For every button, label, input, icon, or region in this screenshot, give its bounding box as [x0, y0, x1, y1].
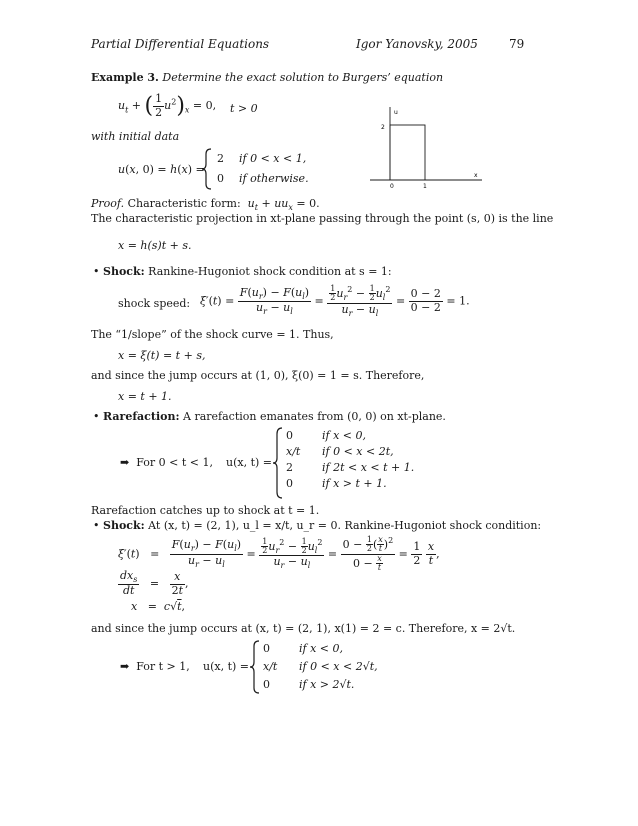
- running-header-title: Partial Differential Equations: [91, 37, 270, 51]
- initial-case-2-condition: if otherwise.: [239, 172, 309, 185]
- shock-speed-label: shock speed:: [118, 297, 191, 310]
- proof-label: Proof.: [91, 197, 125, 210]
- rarefaction-for: For 0 < t < 1,: [136, 456, 213, 469]
- final-brace: [249, 640, 261, 694]
- shock1-title: Shock:: [103, 265, 145, 278]
- final-for: For t > 1,: [136, 660, 190, 673]
- rarefaction-case: x/t if 0 < x < 2t,: [286, 445, 394, 458]
- final-case-intro: [120, 660, 190, 673]
- rarefaction-title: Rarefaction:: [103, 410, 180, 423]
- initial-case-1-condition: if 0 < x < 1,: [239, 152, 307, 165]
- burgers-equation: $u_t$ + ( $\frac{1}{2}$ $u^2)_x = 0$,: [118, 92, 217, 119]
- rarefaction-case: 2 if 2t < x < t + 1.: [286, 461, 415, 474]
- proof-characteristic-form: Proof. Characteristic form: $u_t + uu_x = 0$.: [91, 197, 320, 213]
- running-header-author: Igor Yanovsky, 2005: [356, 37, 478, 51]
- shock-speed-formula: ξ′(t) = $\frac{F(u_r) - F(u_l)}{u_r - u_l}$ = $\frac{1}{2}$ $u_r^2$ − $\frac{1}{2}$ $u_l^2$ $u_r - u_l$ = $\frac{0 - 2}{0 - 2}$ = 1.: [200, 284, 470, 318]
- rarefaction-case: 0 if x < 0,: [286, 429, 366, 442]
- rarefaction-cases: [286, 428, 414, 492]
- shock1-heading: • Shock: Rankine-Hugoniot shock condition at s = 1:: [93, 265, 392, 278]
- shock2-rest: At (x, t) = (2, 1), u_l = x/t, u_r = 0. Rankine-Hugoniot shock condition:: [148, 519, 542, 532]
- initial-data-figure: [370, 105, 490, 193]
- final-case: 0 if x > 2√t.: [263, 678, 355, 691]
- final-u-label: u(x, t) =: [203, 660, 249, 673]
- time-condition: t > 0: [230, 102, 258, 115]
- shock-line-equation: x = t + 1.: [118, 390, 172, 403]
- shock2-title: Shock:: [103, 519, 145, 532]
- initial-case-1: [217, 152, 306, 165]
- char-form-text: Characteristic form:: [127, 197, 241, 210]
- shock2-derivation-line2: $\frac{dx_s}{dt}$ = $\frac{x}{2t}$ ,: [120, 569, 189, 598]
- char-line-equation: x = h(s)t + s.: [118, 239, 192, 252]
- shock1-rest: Rankine-Hugoniot shock condition at s = 1:: [148, 265, 392, 278]
- jump-text-2: and since the jump occurs at (x, t) = (2, 1), x(1) = 2 = c. Therefore, x = 2√t.: [91, 622, 516, 635]
- rarefaction-case-intro: [120, 456, 213, 469]
- shock-curve-equation: x = ξ(t) = t + s,: [118, 349, 206, 362]
- example-label: Example 3.: [91, 71, 159, 84]
- figure-x-tick-0: 0: [390, 183, 394, 190]
- figure-x-tick-1: 1: [423, 183, 427, 190]
- initial-case-1-value: 2: [217, 152, 224, 165]
- figure-y-label: u: [394, 109, 398, 116]
- rarefaction-rest: A rarefaction emanates from (0, 0) on xt-plane.: [183, 410, 446, 423]
- final-arrow: ➡: [120, 660, 130, 673]
- shock2-heading: • Shock: At (x, t) = (2, 1), u_l = x/t, u_r = 0. Rankine-Hugoniot shock condition:: [93, 519, 542, 532]
- final-case: x/t if 0 < x < 2√t,: [263, 660, 378, 673]
- rarefaction-arrow: ➡: [120, 456, 130, 469]
- rarefaction-heading: • Rarefaction: A rarefaction emanates from (0, 0) on xt-plane.: [93, 410, 446, 423]
- rarefaction-case: 0 if x > t + 1.: [286, 477, 387, 490]
- rarefaction-u-label: u(x, t) =: [226, 456, 272, 469]
- rarefaction-brace: [272, 427, 284, 499]
- jump-text-1: and since the jump occurs at (1, 0), ξ(0) = 1 = s. Therefore,: [91, 369, 425, 382]
- page-number: 79: [509, 37, 525, 51]
- example-statement: Determine the exact solution to Burgers’ equation: [162, 71, 444, 84]
- final-cases: [263, 640, 378, 694]
- initial-case-2: [217, 172, 309, 185]
- char-projection-text: The characteristic projection in xt-plane passing through the point (s, 0) is the line: [91, 212, 554, 225]
- initial-data-brace: [201, 148, 213, 190]
- initial-case-2-value: 0: [217, 172, 224, 185]
- final-case: 0 if x < 0,: [263, 642, 343, 655]
- initial-data-label: with initial data: [91, 130, 180, 143]
- rarefaction-catch-text: Rarefaction catches up to shock at t = 1.: [91, 504, 320, 517]
- figure-x-label: x: [474, 172, 478, 179]
- figure-y-tick: 2: [381, 124, 385, 131]
- figure-step-profile: [390, 125, 425, 180]
- example-heading: [91, 71, 443, 84]
- shock2-derivation-line3: x = c√t,: [131, 600, 186, 613]
- slope-text: The “1/slope” of the shock curve = 1. Thus,: [91, 328, 334, 341]
- initial-data-lhs: u(x, 0) = h(x) =: [118, 163, 205, 176]
- shock2-derivation-line1: ξ′(t) = $\frac{F(u_r) - F(u_l)}{u_r - u_l}$ = $\frac{1}{2}$ $u_r^2$ − $\frac{1}{2}$ $u_l^2$ $u_r - u_l$ = 0 − $\frac{1}{2}$ ( $\frac{x}{t}$ )$^2$ 0 − $\frac{x}{t}$ = $\frac{1}{2}$ $\frac{x}{t}$ ,: [118, 535, 440, 573]
